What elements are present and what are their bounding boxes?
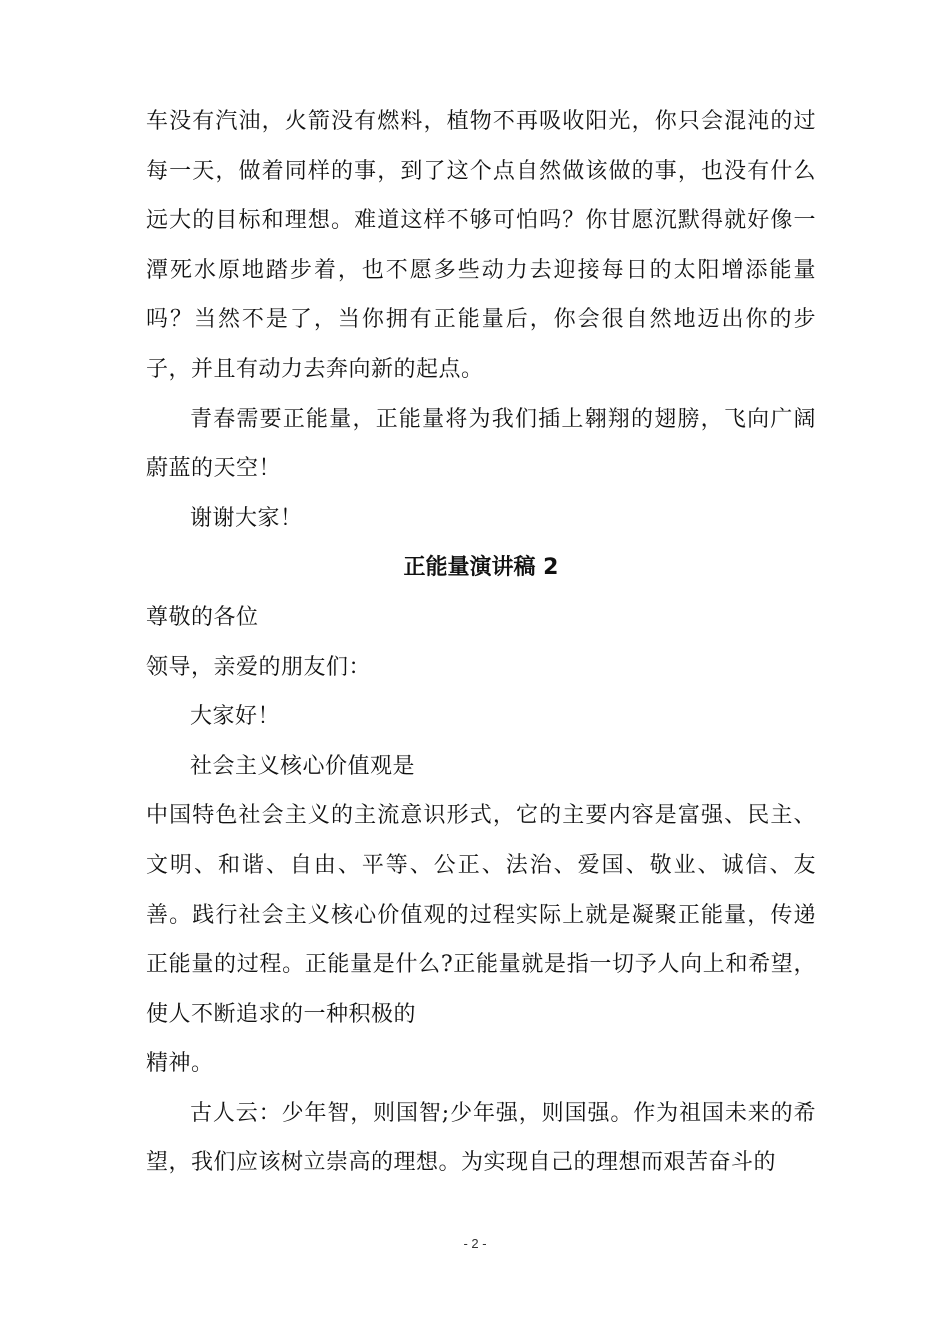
body-line-spirit: 精神。 (146, 1051, 214, 1077)
paragraph-continued: 车没有汽油，火箭没有燃料，植物不再吸收阳光，你只会混沌的过每一天，做着同样的事，到了这个点自然做该做的事，也没有什么远大的目标和理想。难道这样不够可怕吗？你甘愿沉默得就好像一潭死水原地踏步着，也不愿多些动力去迎接每日的太阳增添能量吗？当然不是了，当你拥有正能量后，你会很自然地迈出你的步子，并且有动力去奔向新的起点。 (146, 109, 816, 382)
paragraph-thanks: 谢谢大家！ (190, 505, 303, 531)
paragraph-youth: 青春需要正能量，正能量将为我们插上翱翔的翅膀，飞向广阔蔚蓝的天空！ (146, 406, 816, 482)
section-heading: 正能量演讲稿 2 (403, 555, 559, 581)
salutation-line-1: 尊敬的各位 (146, 604, 259, 630)
document-body (146, 97, 816, 1188)
paragraph-core-values: 中国特色社会主义的主流意识形式，它的主要内容是富强、民主、文明、和谐、自由、平等、公正、法治、爱国、敬业、诚信、友善。践行社会主义核心价值观的过程实际上就是凝聚正能量，传递正能量的过程。正能量是什么?正能量就是指一切予人向上和希望，使人不断追求的一种积极的 (146, 803, 816, 1027)
paragraph-ancient-saying: 古人云：少年智，则国智;少年强，则国强。作为祖国未来的希望，我们应该树立崇高的理想。为实现自己的理想而艰苦奋斗的 (146, 1100, 816, 1176)
greeting: 大家好！ (190, 704, 281, 730)
salutation-line-2: 领导，亲爱的朋友们： (146, 654, 372, 680)
page-number: - 2 - (463, 1236, 487, 1251)
body-line-intro: 社会主义核心价值观是 (190, 753, 416, 779)
